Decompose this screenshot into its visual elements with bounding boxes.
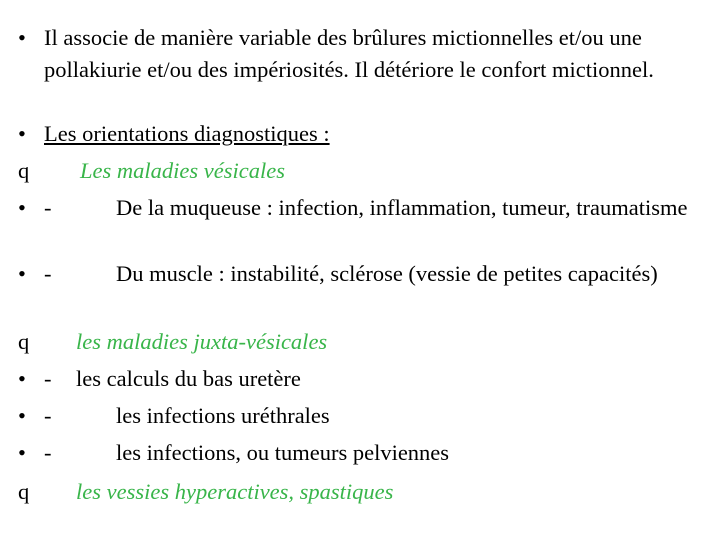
dash-marker: - xyxy=(44,366,52,391)
dash-marker: - xyxy=(44,195,52,220)
calculs-line xyxy=(44,363,704,395)
muscle-line xyxy=(44,258,704,290)
muscle-text: Du muscle : instabilité, sclérose (vessie de petites capacités) xyxy=(116,261,658,286)
bullet-dot-icon: • xyxy=(18,261,26,286)
category-vessies-hyperactives-label: les vessies hyperactives, spastiques xyxy=(76,479,394,504)
dash-marker: - xyxy=(44,261,52,286)
bullet-dot-icon: • xyxy=(18,121,26,146)
orientations-heading: Les orientations diagnostiques : xyxy=(44,121,330,146)
infections-urethrales-line xyxy=(44,400,704,432)
bullet-dot-icon: • xyxy=(18,195,26,220)
muqueuse-line xyxy=(44,192,704,224)
category-vesicales-label: Les maladies vésicales xyxy=(80,158,285,183)
infections-urethrales-text: les infections uréthrales xyxy=(116,403,330,428)
q-bullet-icon: q xyxy=(18,158,30,183)
bullet-dot-icon: • xyxy=(18,440,26,465)
intro-text: Il associe de manière variable des brûlures mictionnelles et/ou une pollakiurie et/ou des impériosités. Il détériore le confort mictionnel. xyxy=(44,25,654,82)
tumeurs-pelviennes-line xyxy=(44,437,704,469)
q-bullet-icon: q xyxy=(18,329,30,354)
bullet-dot-icon: • xyxy=(18,366,26,391)
dash-marker: - xyxy=(44,440,52,465)
category-juxta-vesicales-label: les maladies juxta-vésicales xyxy=(76,329,328,354)
q-bullet-icon: q xyxy=(18,479,30,504)
bullet-dot-icon: • xyxy=(18,25,26,50)
bullet-dot-icon: • xyxy=(18,403,26,428)
tumeurs-pelviennes-text: les infections, ou tumeurs pelviennes xyxy=(116,440,450,465)
muqueuse-text: De la muqueuse : infection, inflammation, tumeur, traumatisme xyxy=(116,195,688,220)
calculs-text: les calculs du bas uretère xyxy=(76,366,301,391)
dash-marker: - xyxy=(44,403,52,428)
